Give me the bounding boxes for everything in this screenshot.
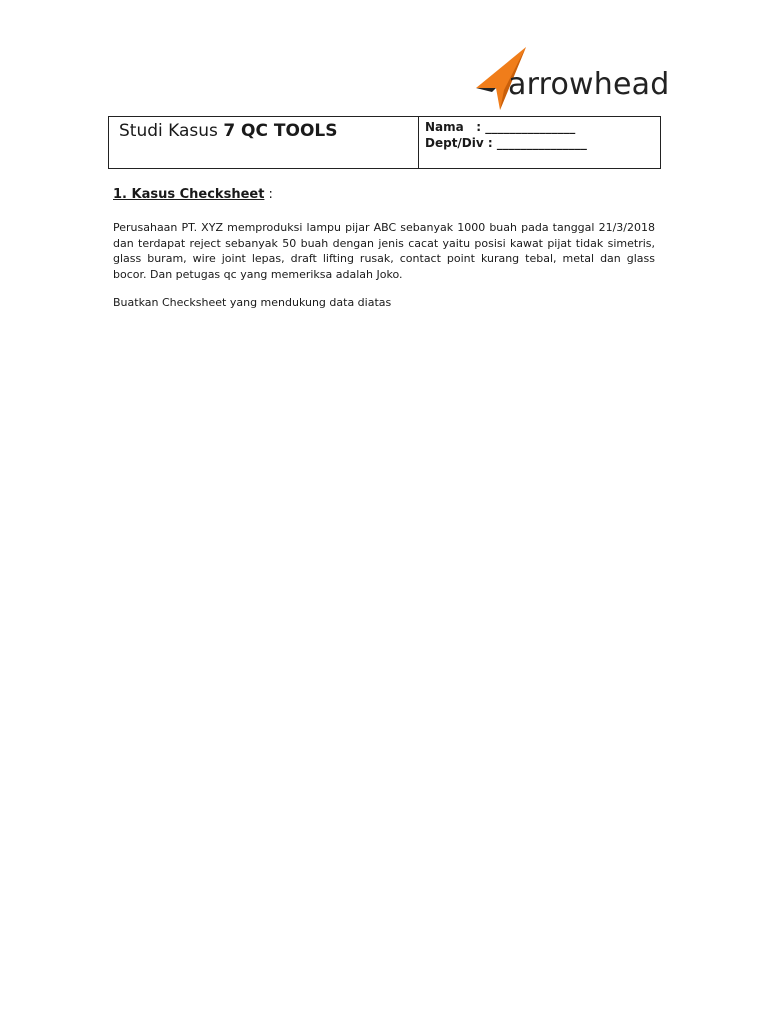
logo-wordmark: arrowhead — [508, 67, 670, 102]
section-heading — [113, 187, 273, 202]
arrowhead-logo — [474, 44, 670, 116]
document-title — [119, 120, 418, 142]
dept-div-field: Dept/Div : _______________ — [425, 136, 587, 150]
document-header-table — [108, 116, 661, 169]
document-title-bold: 7 QC TOOLS — [223, 121, 338, 141]
document-title-prefix: Studi Kasus — [119, 121, 224, 141]
section-heading-text: 1. Kasus Checksheet — [113, 187, 265, 202]
nama-field: Nama : _______________ — [425, 120, 576, 134]
header-title-cell — [109, 117, 419, 168]
task-instruction: Buatkan Checksheet yang mendukung data diatas — [113, 296, 392, 309]
header-fields-cell — [419, 117, 660, 168]
section-heading-colon: : — [264, 187, 273, 202]
case-description-paragraph: Perusahaan PT. XYZ memproduksi lampu pijar ABC sebanyak 1000 buah pada tanggal 21/3/2018 dan terdapat reject sebanyak 50 buah dengan jenis cacat yaitu posisi kawat pijat tidak simetris, glass buram, wire joint lepas, draft lifting rusak, contact point kurang tebal, metal dan glass bocor. Dan petugas qc yang memeriksa adalah Joko. — [113, 221, 655, 281]
